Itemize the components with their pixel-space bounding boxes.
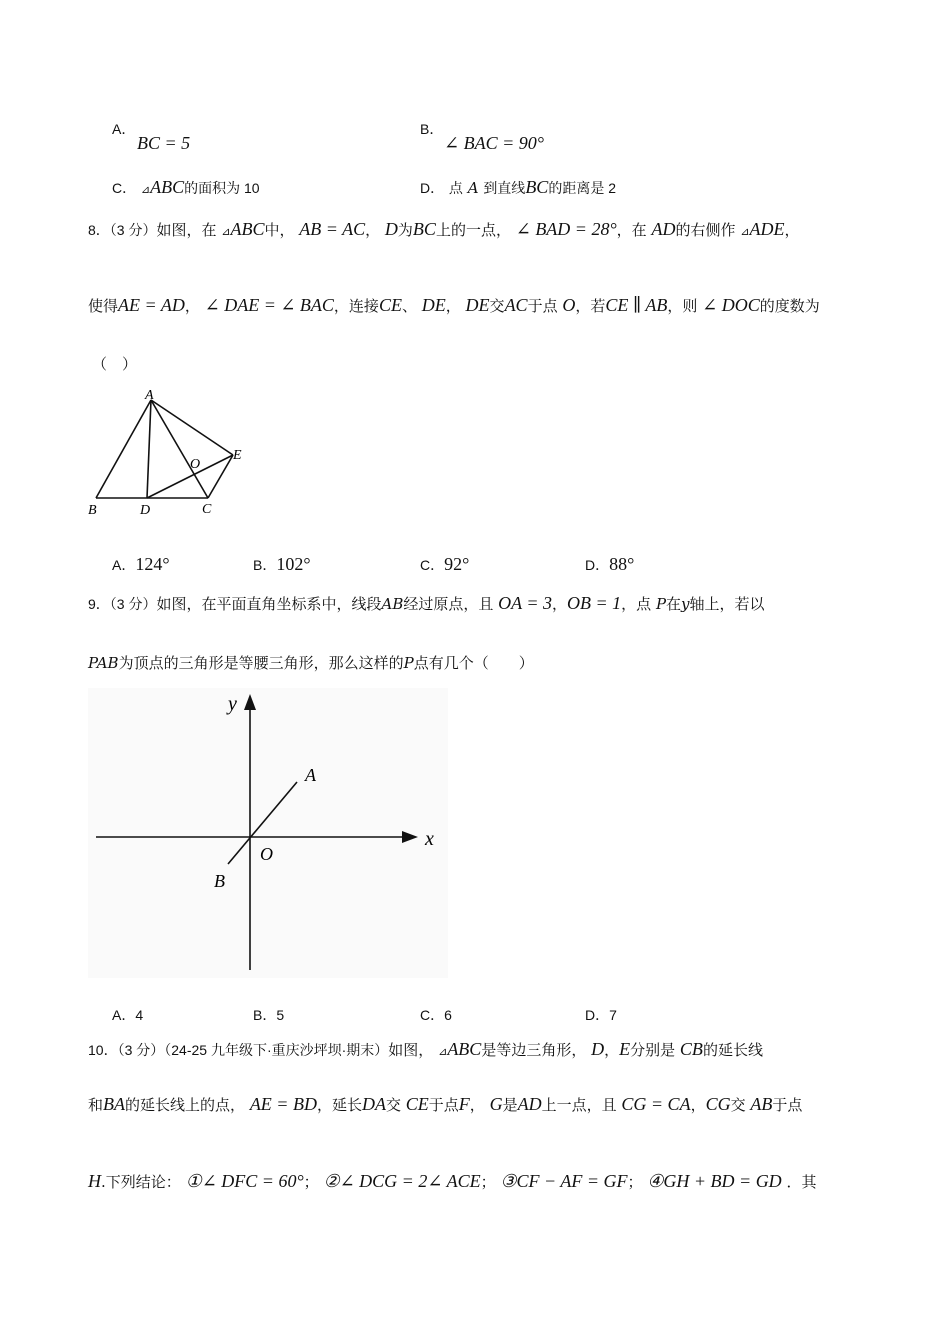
q9-option-d[interactable]: D．7 [585, 1007, 617, 1023]
q9-fig-label-o: O [260, 844, 273, 864]
q7-option-d: D． 点 A 到直线BC的距离是 2 [420, 177, 617, 197]
q8-fig-label-c: C [202, 502, 212, 517]
q9-stem-line1: 9．（3 分）如图，在平面直角坐标系中，线段AB经过原点，且 OA = 3，OB = 1，点 P在y轴上，若以 [88, 593, 765, 613]
q8-fig-label-d: D [140, 503, 151, 518]
q10-stem-line2: 和BA的延长线上的点， AE = BD，延长DA交 CE于点F， G是AD上一点，且 CG = CA，CG交 AB于点 [88, 1094, 803, 1114]
q10-conclusion-3: ③CF − AF = GF [500, 1171, 628, 1191]
q8-option-b[interactable]: B．102° [253, 554, 311, 574]
q10-conclusion-1: ①∠ DFC = 60° [185, 1171, 304, 1191]
q8-answer-paren: （ ） [92, 355, 138, 373]
q8-figure [80, 385, 260, 520]
q8-fig-label-o: O [190, 457, 201, 472]
q8-fig-label-b: B [88, 503, 97, 518]
q9-fig-label-b: B [214, 871, 225, 891]
q9-stem-line2: PAB为顶点的三角形是等腰三角形，那么这样的P点有几个（ ） [88, 654, 534, 672]
q10-stem-line1: 10．（3 分）（24-25 九年级下·重庆沙坪坝·期末）如图， ⊿ABC是等边三角形， D，E分别是 CB的延长线 [88, 1039, 763, 1059]
q8-option-a[interactable]: A．124° [112, 554, 170, 574]
q8-option-c[interactable]: C．92° [420, 554, 470, 574]
q8-seg-ac [151, 400, 208, 498]
q9-option-b[interactable]: B．5 [253, 1007, 285, 1023]
q9-fig-label-y: y [228, 693, 237, 715]
q8-option-d[interactable]: D．88° [585, 554, 635, 574]
q7-option-a-text: BC = 5 [137, 133, 191, 153]
q8-fig-label-a: A [145, 388, 154, 403]
q8-stem-line2: 使得AE = AD， ∠ DAE = ∠ BAC，连接CE、 DE， DE交AC于点 O，若CE ∥ AB，则 ∠ DOC的度数为 [88, 295, 820, 315]
q10-conclusion-2: ②∠ DCG = 2∠ ACE [323, 1171, 481, 1191]
q8-seg-ae [151, 400, 233, 455]
q8-seg-ab [96, 400, 151, 498]
q7-option-b-label: B． [420, 121, 444, 137]
q10-stem-line3: H.下列结论： ①∠ DFC = 60°； ②∠ DCG = 2∠ ACE； ③CF − AF = GF； ④GH + BD = GD ．其 [88, 1171, 817, 1191]
q7-option-a-label: A． [112, 121, 136, 137]
q8-stem-line1: 8．（3 分）如图，在 ⊿ABC中， AB = AC， D为BC上的一点， ∠ BAD = 28°，在 AD的右侧作 ⊿ADE， [88, 219, 800, 239]
q8-seg-ad [147, 400, 151, 498]
q9-option-c[interactable]: C．6 [420, 1007, 452, 1023]
q7-option-b-text: ∠ BAC = 90° [444, 133, 544, 153]
q7-option-c: C． ⊿ABC的面积为 10 [112, 177, 260, 197]
q9-fig-label-x: x [425, 828, 434, 850]
q9-figure [88, 688, 448, 978]
q9-option-a[interactable]: A．4 [112, 1007, 144, 1023]
q8-fig-label-e: E [233, 448, 242, 463]
q9-fig-label-a: A [305, 765, 316, 785]
q10-conclusion-4: ④GH + BD = GD [647, 1171, 782, 1191]
